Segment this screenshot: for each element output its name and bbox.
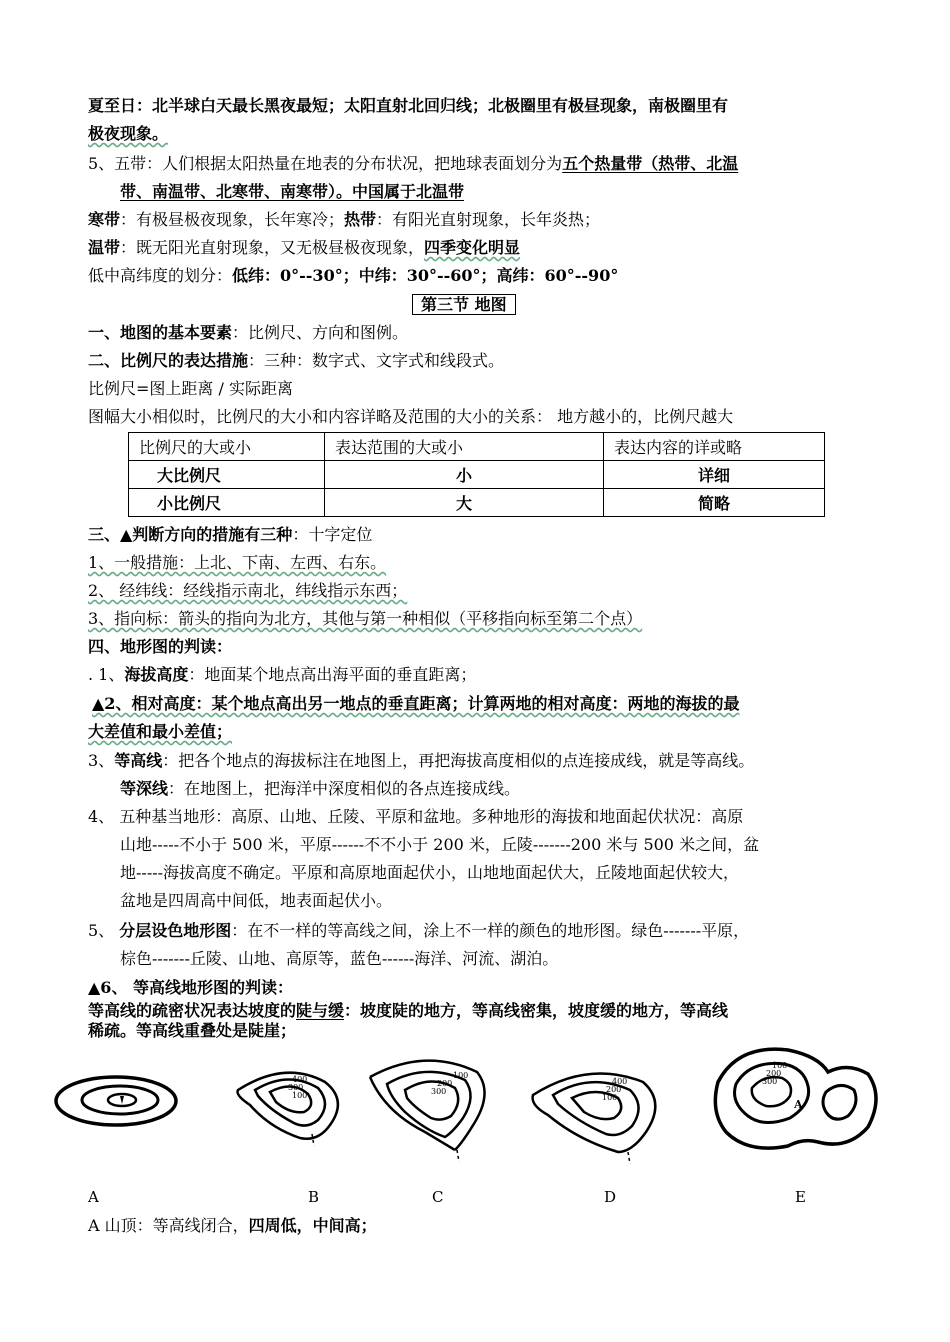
altitude-line: . 1、海拔高度：地面某个地点高出海平面的垂直距离；: [88, 665, 477, 684]
table-header: 表达范围的大或小: [325, 433, 604, 461]
contour-label: 100: [602, 1093, 618, 1102]
contour-label: 200: [437, 1079, 453, 1088]
contour-label: 100: [292, 1091, 308, 1100]
layered-color-line: 5、 分层设色地形图：在不一样的等高线之间，涂上不一样的颜色的地形图。绿色-------平原，: [88, 921, 750, 940]
temperate-zone-line: 温带：既无阳光直射现象，又无极昼极夜现象，四季变化明显: [88, 238, 521, 257]
contour-density-line: 等高线的疏密状况表达坡度的陡与缓：坡度陡的地方，等高线密集，坡度缓的地方，等高线: [88, 1001, 729, 1020]
direction-method-3: 3、指向标：箭头的指向为北方，其他与第一种相似（平移指向标至第二个点）: [88, 609, 643, 628]
isobath-def: 等深线：在地图上，把海洋中深度相似的各点连接成线。: [120, 779, 521, 798]
five-zones-line: 5、五带：人们根据太阳热量在地表的分布状况，把地球表面划分为五个热量带（热带、北温: [88, 154, 739, 173]
table-cell: 详细: [604, 461, 825, 489]
table-row: [129, 489, 825, 517]
table-header: 比例尺的大或小: [129, 433, 325, 461]
contour-figure-e: [708, 1042, 884, 1157]
contour-label: 100: [453, 1071, 469, 1080]
contour-label: 300: [288, 1083, 304, 1092]
terrain-map-heading: 四、地形图的判读：: [88, 637, 233, 656]
contour-density-line-2: 稀疏。等高线重叠处是陡崖；: [88, 1021, 297, 1040]
table-cell: 小: [325, 461, 604, 489]
scale-table: [128, 432, 825, 517]
five-zones-line-2: 带、南温带、北寒带、南寒带）。中国属于北温带: [120, 182, 465, 201]
contour-point-label: A: [794, 1098, 803, 1111]
relative-height-line-2: 大差值和最小差值；: [88, 722, 233, 741]
figure-label-d: D: [604, 1188, 617, 1206]
contour-figure-d: [528, 1060, 668, 1165]
scale-methods-line: 二、比例尺的表达措施：三种：数字式、文字式和线段式。: [88, 351, 505, 370]
layered-color-line-2: 棕色-------丘陵、山地、高原等，蓝色------海洋、河流、湖泊。: [120, 949, 559, 968]
polar-night-line: 极夜现象。: [88, 124, 169, 143]
contour-figure-c: [365, 1052, 495, 1162]
table-cell: 简略: [604, 489, 825, 517]
cold-hot-zone-line: 寒带：有极昼极夜现象，长年寒冷；热带：有阳光直射现象，长年炎热；: [88, 210, 601, 229]
contour-label: 400: [612, 1077, 628, 1086]
landform-line-2: 山地-----不小于 500 米，平原------不不小于 200 米，丘陵-------200 米与 500 米之间，盆: [120, 835, 760, 854]
relative-height-line: ▲2、相对高度：某个地点高出另一地点的垂直距离；计算两地的相对高度：两地的海拔的最: [92, 694, 740, 713]
summer-solstice-line: 夏至日：北半球白天最长黑夜最短；太阳直射北回归线；北极圈里有极昼现象，南极圈里有: [88, 96, 729, 115]
figure-label-e: E: [795, 1188, 806, 1206]
landform-line-1: 4、 五种基当地形：高原、山地、丘陵、平原和盆地。多种地形的海拔和地面起伏状况：高原: [88, 807, 744, 826]
peak-description-line: A 山顶：等高线闭合，四周低，中间高；: [88, 1216, 377, 1235]
contour-label: 200: [606, 1085, 622, 1094]
contour-line-def: 3、等高线：把各个地点的海拔标注在地图上，再把海拔高度相似的点连接成线，就是等高线。: [88, 751, 755, 770]
contour-label: 400: [292, 1075, 308, 1084]
table-cell: 小比例尺: [129, 489, 325, 517]
contour-figure-a: [50, 1068, 182, 1130]
figure-label-a: A: [88, 1188, 99, 1206]
contour-label: 300: [762, 1077, 778, 1086]
table-header-row: [129, 433, 825, 461]
figure-label-b: B: [308, 1188, 320, 1206]
table-row: [129, 461, 825, 489]
contour-reading-heading: ▲6、 等高线地形图的判读：: [88, 978, 294, 997]
table-cell: 大: [325, 489, 604, 517]
landform-line-3: 地-----海拔高度不确定。平原和高原地面起伏小，山地地面起伏大，丘陵地面起伏较大，: [120, 863, 740, 882]
contour-label: 100: [772, 1061, 788, 1070]
landform-line-4: 盆地是四周高中间低，地表面起伏小。: [120, 891, 393, 910]
direction-method-1: 1、一般措施：上北、下南、左西、右东。: [88, 553, 387, 572]
table-cell: 大比例尺: [129, 461, 325, 489]
direction-methods-line: 三、▲判断方向的措施有三种：十字定位: [88, 525, 373, 544]
map-elements-line: 一、地图的基本要素：比例尺、方向和图例。: [88, 323, 409, 342]
scale-formula-line: 比例尺=图上距离 / 实际距离: [88, 379, 293, 398]
latitude-division-line: 低中高纬度的划分：低纬：0°--30°；中纬：30°--60°；高纬：60°--90°: [88, 266, 619, 285]
figure-label-c: C: [432, 1188, 444, 1206]
scale-relation-line: 图幅大小相似时，比例尺的大小和内容详略及范围的大小的关系： 地方越小的，比例尺越大: [88, 407, 734, 426]
contour-figure-b: [230, 1060, 350, 1155]
contour-label: 200: [766, 1069, 782, 1078]
table-header: 表达内容的详或略: [604, 433, 825, 461]
contour-label: 300: [431, 1087, 447, 1096]
direction-method-2: 2、 经纬线：经线指示南北，纬线指示东西；: [88, 581, 408, 600]
section-title: 第三节 地图: [412, 294, 516, 316]
